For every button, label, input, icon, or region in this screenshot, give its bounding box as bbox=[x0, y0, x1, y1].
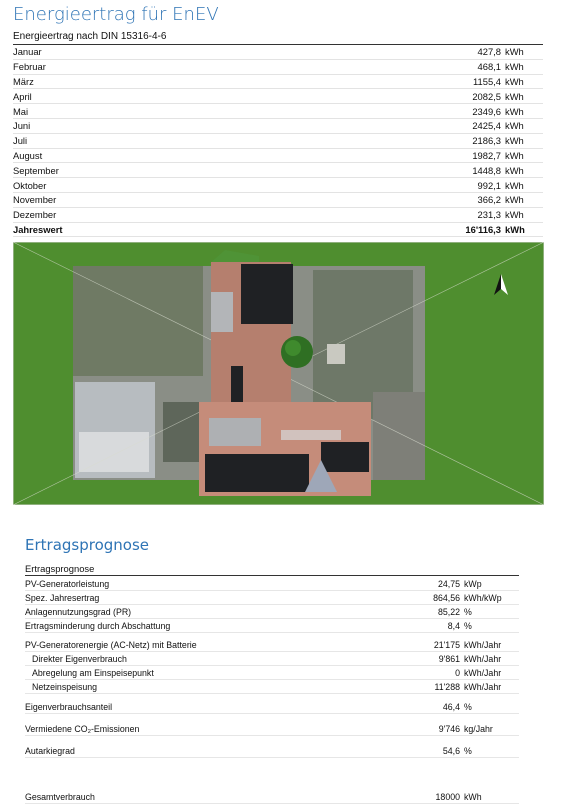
table-row: Ertragsminderung durch Abschattung 8,4 % bbox=[25, 619, 519, 633]
table-row: Juli 2186,3 kWh bbox=[13, 134, 543, 149]
table-row: Oktober 992,1 kWh bbox=[13, 178, 543, 193]
forecast-autarkie bbox=[25, 744, 519, 758]
table-row: Mai 2349,6 kWh bbox=[13, 104, 543, 119]
table-row: PV-Generatorenergie (AC-Netz) mit Batterie 21'175 kWh/Jahr bbox=[25, 638, 519, 652]
forecast-gesamt bbox=[25, 790, 519, 804]
aerial-illustration bbox=[13, 242, 544, 505]
table-row: Vermiedene CO₂-Emissionen 9'746 kg/Jahr bbox=[25, 722, 519, 736]
forecast-table-group1 bbox=[25, 577, 519, 633]
table-row: Autarkiegrad 54,6 % bbox=[25, 744, 519, 758]
energy-table-title: Energieertrag nach DIN 15316-4-6 bbox=[13, 31, 167, 42]
table-row: Januar 427,8 kWh bbox=[13, 45, 543, 60]
energy-table bbox=[13, 45, 543, 237]
north-arrow-icon bbox=[491, 272, 511, 298]
aerial-roof-image bbox=[13, 242, 544, 505]
forecast-heading: Ertragsprognose bbox=[25, 536, 150, 554]
forecast-co2 bbox=[25, 722, 519, 736]
table-row: PV-Generatorleistung 24,75 kWp bbox=[25, 577, 519, 591]
forecast-table-title: Ertragsprognose bbox=[25, 563, 95, 574]
table-row: August 1982,7 kWh bbox=[13, 149, 543, 164]
table-row: September 1448,8 kWh bbox=[13, 163, 543, 178]
table-row: Dezember 231,3 kWh bbox=[13, 208, 543, 223]
table-row: Netzeinspeisung 11'288 kWh/Jahr bbox=[25, 680, 519, 694]
table-row: Eigenverbrauchsanteil 46,4 % bbox=[25, 700, 519, 714]
table-row: Februar 468,1 kWh bbox=[13, 60, 543, 75]
table-row: Anlagennutzungsgrad (PR) 85,22 % bbox=[25, 605, 519, 619]
table-row: April 2082,5 kWh bbox=[13, 89, 543, 104]
forecast-table-group2 bbox=[25, 638, 519, 694]
table-row: Direkter Eigenverbrauch 9'861 kWh/Jahr bbox=[25, 652, 519, 666]
page-title: Energieertrag für EnEV bbox=[13, 4, 219, 25]
table-row: November 366,2 kWh bbox=[13, 193, 543, 208]
forecast-eigen bbox=[25, 700, 519, 714]
table-row: Spez. Jahresertrag 864,56 kWh/kWp bbox=[25, 591, 519, 605]
table-row: März 1155,4 kWh bbox=[13, 75, 543, 90]
table-row: Abregelung am Einspeisepunkt 0 kWh/Jahr bbox=[25, 666, 519, 680]
divider bbox=[25, 575, 519, 576]
table-row: Gesamtverbrauch 18000 kWh bbox=[25, 790, 519, 804]
table-total-row: Jahreswert 16'116,3 kWh bbox=[13, 223, 543, 238]
table-row: Juni 2425,4 kWh bbox=[13, 119, 543, 134]
